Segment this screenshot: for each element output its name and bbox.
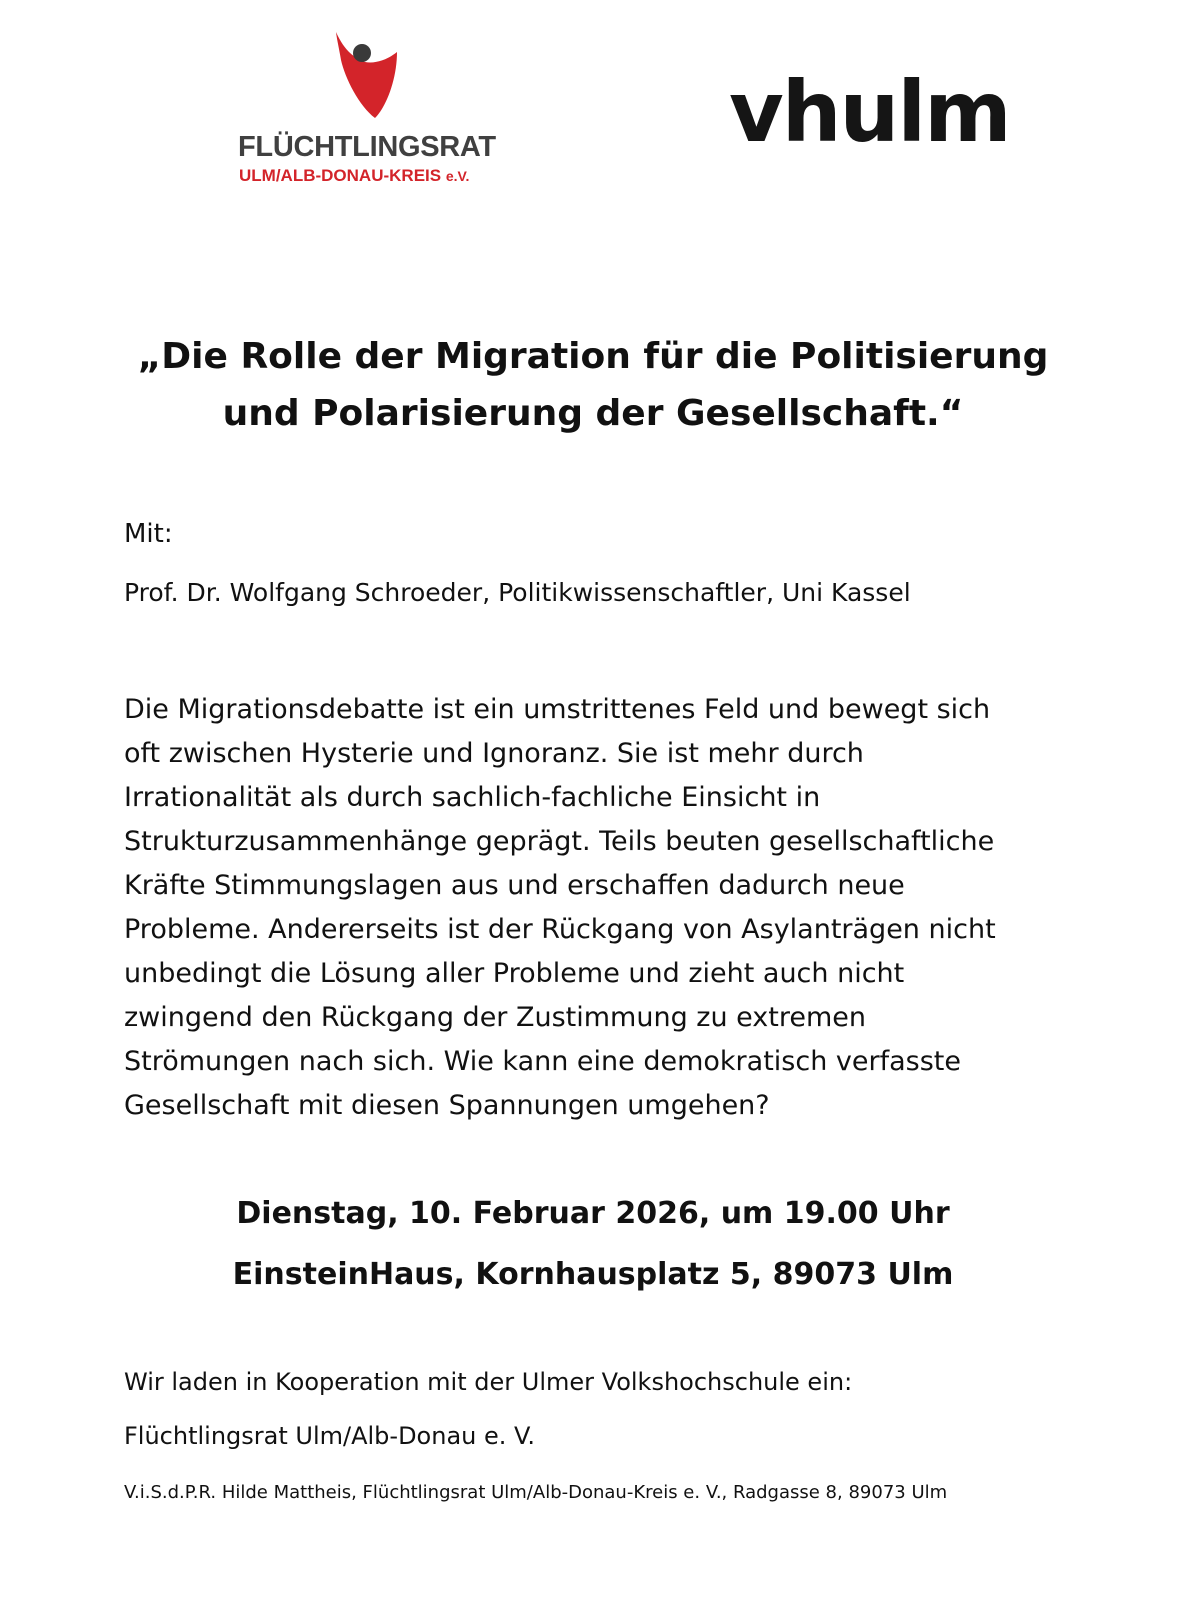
event-title-line-2: und Polarisierung der Gesellschaft.“ — [222, 393, 964, 434]
event-date-time: Dienstag, 10. Februar 2026, um 19.00 Uhr — [236, 1196, 950, 1231]
speaker-intro: Mit: — [124, 519, 173, 549]
speaker-name: Prof. Dr. Wolfgang Schroeder, Politikwissenschaftler, Uni Kassel — [124, 578, 911, 607]
fluechtlingsrat-logo — [238, 30, 508, 190]
description-line: zwingend den Rückgang der Zustimmung zu extremen — [124, 1002, 867, 1033]
description-line: Strömungen nach sich. Wie kann eine demokratisch verfasste — [124, 1046, 961, 1077]
imprint-text: V.i.S.d.P.R. Hilde Mattheis, Flüchtlingsrat Ulm/Alb-Donau-Kreis e. V., Radgasse 8, 89073 Ulm — [124, 1482, 948, 1503]
description-line: Irrationalität als durch sachlich-fachliche Einsicht in — [124, 782, 821, 813]
fluechtlingsrat-ev: e.V. — [445, 168, 470, 184]
fluechtlingsrat-subline-text: ULM/ALB-DONAU-KREIS — [239, 166, 442, 185]
fluechtlingsrat-figure-icon — [335, 30, 403, 120]
description-line: Probleme. Andererseits ist der Rückgang von Asylanträgen nicht — [124, 914, 996, 945]
event-title — [100, 328, 1086, 442]
description-line: Gesellschaft mit diesen Spannungen umgehen? — [124, 1090, 770, 1121]
fluechtlingsrat-subline — [239, 166, 469, 186]
description-line: unbedingt die Lösung aller Probleme und zieht auch nicht — [124, 958, 905, 989]
description-line: Die Migrationsdebatte ist ein umstrittenes Feld und bewegt sich — [124, 694, 991, 725]
vhulm-logo: vhulm — [729, 63, 1010, 161]
description-line: Kräfte Stimmungslagen aus und erschaffen dadurch neue — [124, 870, 905, 901]
event-title-line-1: „Die Rolle der Migration für die Politisierung — [137, 336, 1049, 377]
event-location: EinsteinHaus, Kornhausplatz 5, 89073 Ulm — [232, 1257, 954, 1292]
fluechtlingsrat-wordmark: FLÜCHTLINGSRAT — [238, 131, 496, 163]
invitation-text: Wir laden in Kooperation mit der Ulmer Volkshochschule ein: — [124, 1368, 853, 1396]
event-description — [124, 688, 1084, 1128]
organizer-name: Flüchtlingsrat Ulm/Alb-Donau e. V. — [124, 1422, 535, 1450]
description-line: Strukturzusammenhänge geprägt. Teils beuten gesellschaftliche — [124, 826, 995, 857]
description-line: oft zwischen Hysterie und Ignoranz. Sie ist mehr durch — [124, 738, 864, 769]
